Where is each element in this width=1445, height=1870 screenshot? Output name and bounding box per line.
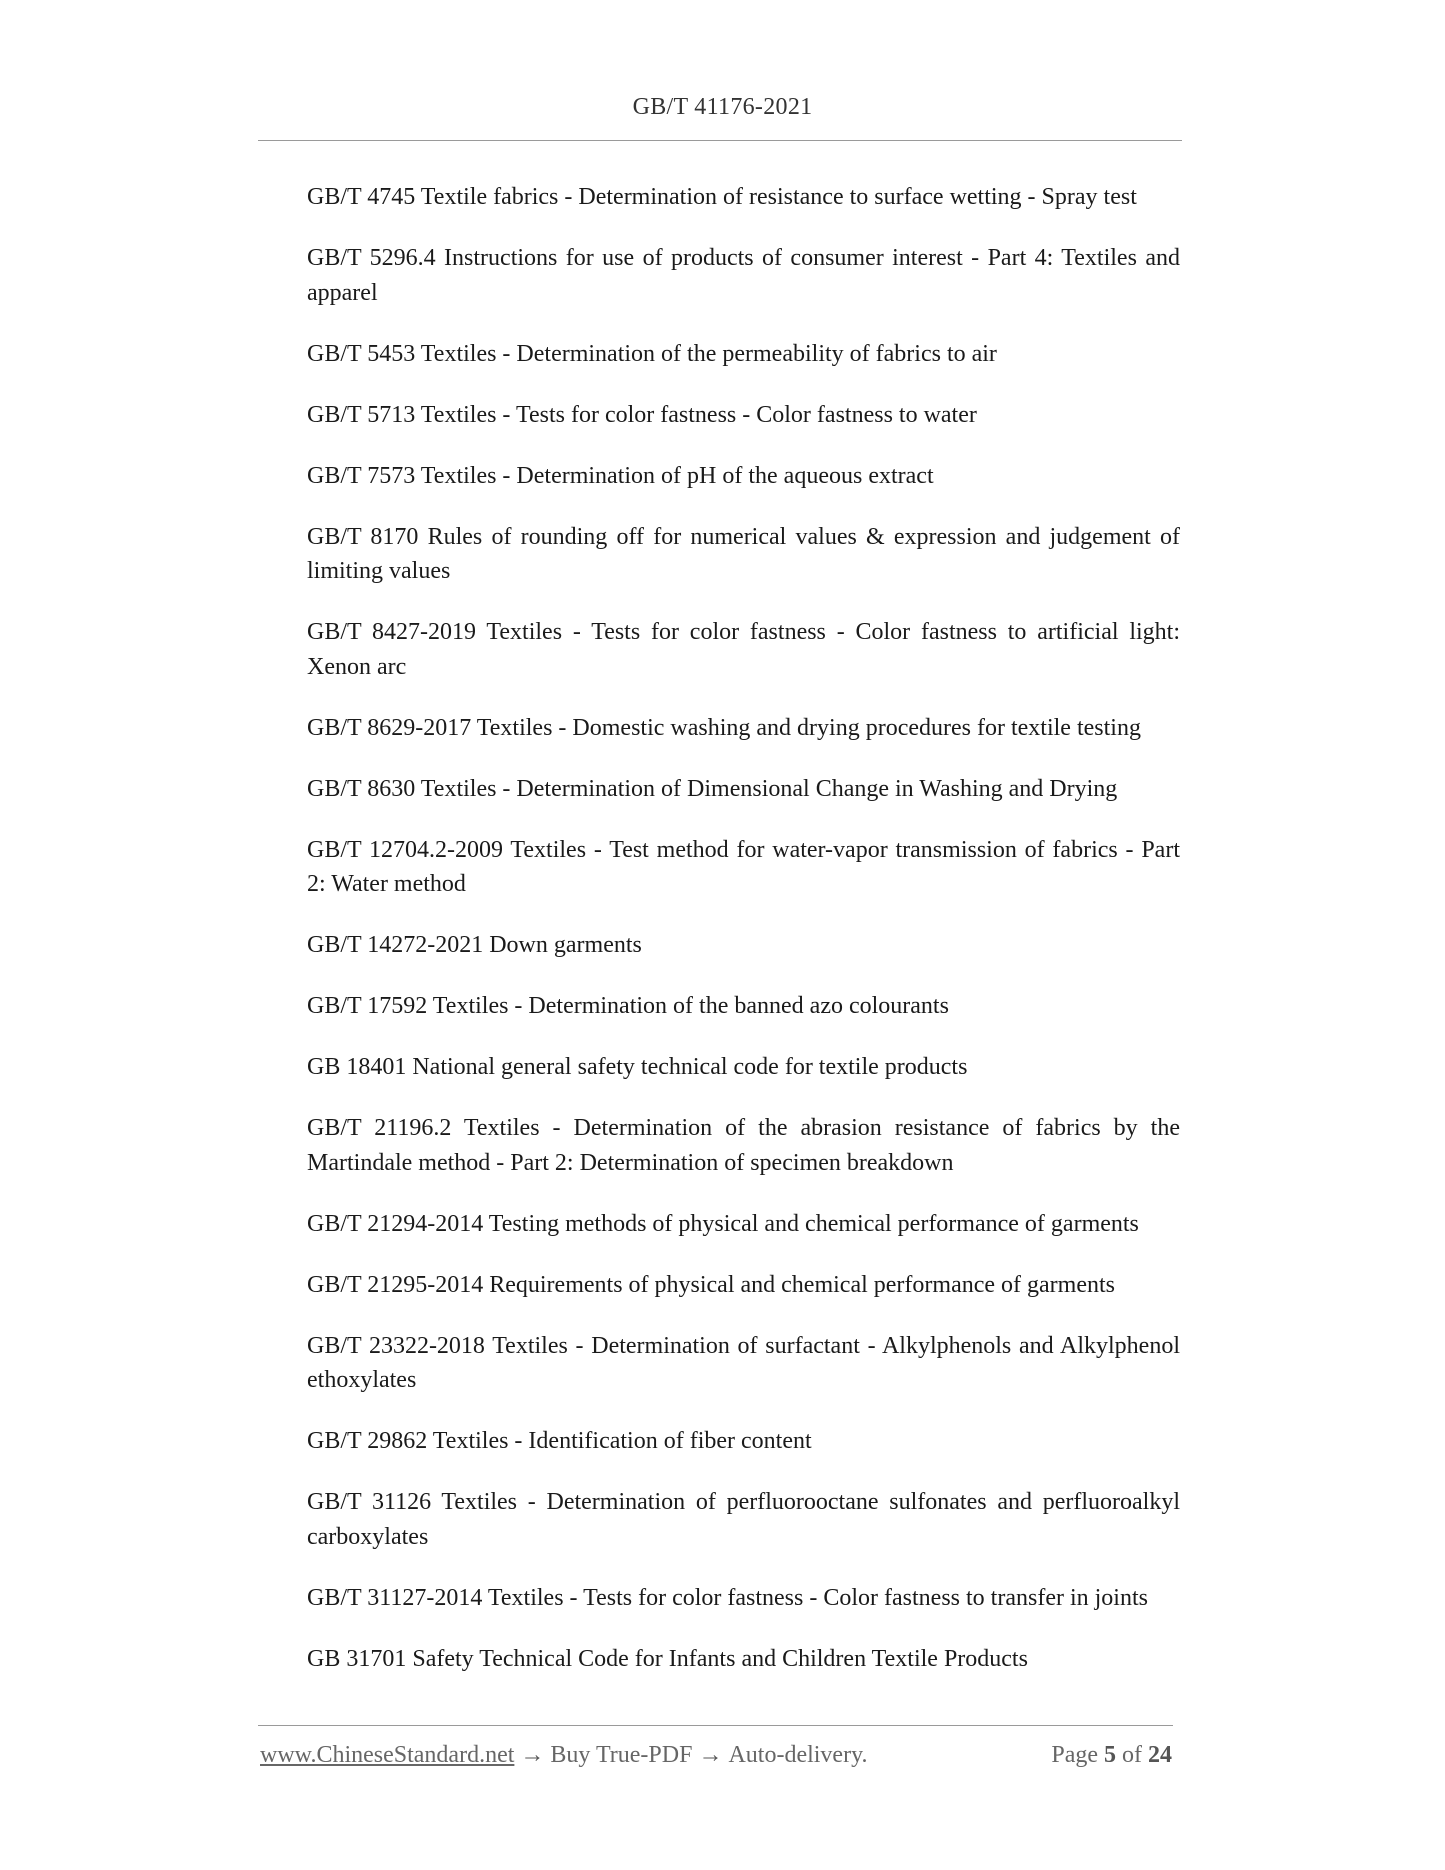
footer-divider [258, 1725, 1173, 1726]
buy-true-pdf-text: Buy True-PDF [550, 1742, 693, 1768]
reference-entry: GB/T 5713 Textiles - Tests for color fastness - Color fastness to water [307, 401, 977, 428]
arrow-right-icon: → [698, 1742, 723, 1768]
reference-entry: GB/T 8629-2017 Textiles - Domestic washing and drying procedures for textile testing [307, 714, 1141, 741]
reference-entry: GB/T 21295-2014 Requirements of physical and chemical performance of garments [307, 1271, 1115, 1298]
page-footer [260, 1742, 1172, 1774]
current-page-number: 5 [1104, 1742, 1116, 1768]
of-label: of [1122, 1742, 1142, 1768]
reference-entry: GB/T 29862 Textiles - Identification of fiber content [307, 1428, 812, 1454]
document-header-title: GB/T 41176-2021 [632, 94, 813, 120]
page-label: Page [1051, 1742, 1098, 1768]
arrow-right-icon: → [520, 1742, 545, 1768]
page-indicator [1051, 1742, 1172, 1769]
reference-entry: GB/T 4745 Textile fabrics - Determination of resistance to surface wetting - Spray test [307, 184, 1137, 210]
reference-entry: GB 18401 National general safety technical code for textile products [307, 1054, 968, 1080]
reference-entry: GB/T 5453 Textiles - Determination of the permeability of fabrics to air [307, 340, 997, 367]
site-link[interactable]: www.ChineseStandard.net [260, 1742, 515, 1768]
total-pages-number: 24 [1148, 1742, 1172, 1768]
reference-entry: GB 31701 Safety Technical Code for Infants and Children Textile Products [307, 1645, 1028, 1672]
reference-entry: GB/T 8427-2019 Textiles - Tests for color fastness - Color fastness to artificial light: Xenon arc [307, 619, 1180, 680]
reference-entry: GB/T 12704.2-2009 Textiles - Test method for water-vapor transmission of fabrics - Part 2: Water method [307, 836, 1180, 897]
reference-entry: GB/T 5296.4 Instructions for use of products of consumer interest - Part 4: Textiles and apparel [307, 245, 1180, 306]
normative-references-list [307, 180, 1180, 1703]
reference-entry: GB/T 31126 Textiles - Determination of perfluorooctane sulfonates and perfluoroalkyl carboxylates [307, 1489, 1180, 1550]
reference-entry: GB/T 31127-2014 Textiles - Tests for color fastness - Color fastness to transfer in joints [307, 1584, 1148, 1611]
reference-entry: GB/T 21196.2 Textiles - Determination of the abrasion resistance of fabrics by the Martindale method - Part 2: Determination of specimen breakdown [307, 1115, 1180, 1176]
auto-delivery-text: Auto-delivery. [728, 1742, 868, 1768]
reference-entry: GB/T 8170 Rules of rounding off for numerical values & expression and judgement of limiting values [307, 523, 1180, 584]
footer-promo [260, 1742, 868, 1769]
reference-entry: GB/T 21294-2014 Testing methods of physical and chemical performance of garments [307, 1210, 1139, 1237]
reference-entry: GB/T 17592 Textiles - Determination of the banned azo colourants [307, 993, 949, 1019]
reference-entry: GB/T 8630 Textiles - Determination of Dimensional Change in Washing and Drying [307, 775, 1118, 802]
header-divider [258, 140, 1182, 141]
reference-entry: GB/T 14272-2021 Down garments [307, 932, 642, 958]
reference-entry: GB/T 23322-2018 Textiles - Determination of surfactant - Alkylphenols and Alkylphenol ethoxylates [307, 1332, 1180, 1393]
reference-entry: GB/T 7573 Textiles - Determination of pH of the aqueous extract [307, 462, 934, 489]
